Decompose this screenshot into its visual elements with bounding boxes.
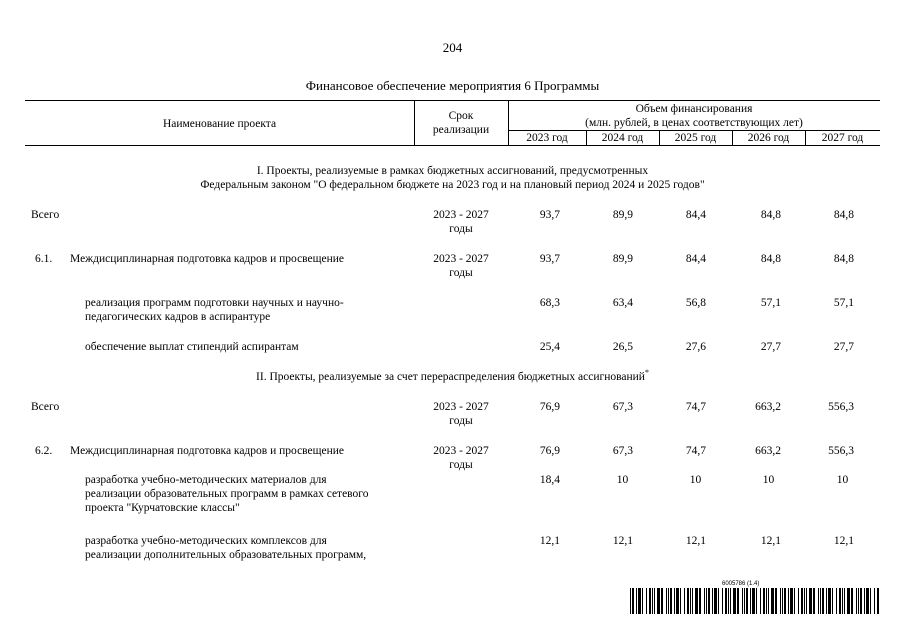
section-title-line: II. Проекты, реализуемые за счет перераспределения бюджетных ассигнований [256, 371, 645, 383]
row-name [85, 534, 366, 562]
barcode-bar [752, 588, 755, 614]
barcode-bar [828, 588, 831, 614]
barcode-bar [782, 588, 783, 614]
row-name-line: реализации дополнительных образовательных программ, [85, 549, 367, 561]
barcode-bar [794, 588, 795, 614]
barcode-bar [847, 588, 850, 614]
row-period-line: годы [449, 267, 473, 279]
barcode-bar [760, 588, 761, 614]
barcode-bar [870, 588, 871, 614]
barcode-bar [826, 588, 827, 614]
barcode-bar [676, 588, 679, 614]
barcode-bar [836, 588, 837, 614]
header-period-line: реализации [432, 124, 490, 136]
barcode-bar [649, 588, 651, 614]
row-name: Всего [31, 401, 60, 413]
row-period [414, 400, 508, 428]
value-2027: 556,3 [828, 401, 854, 413]
barcode-bar [630, 588, 631, 614]
value-2023: 76,9 [539, 401, 560, 413]
header-year: 2025 год [674, 132, 717, 144]
barcode-bar [851, 588, 853, 614]
barcode-bar [746, 588, 748, 614]
barcode-bar [730, 588, 731, 614]
barcode-number: 6005786 (1.4) [722, 581, 760, 587]
value-2023: 12,1 [539, 535, 560, 547]
row-number: 6.2. [35, 445, 53, 457]
barcode-bar [722, 588, 723, 614]
barcode [630, 588, 880, 614]
barcode-bar [690, 588, 691, 614]
barcode-bar [877, 588, 879, 614]
barcode-bar [674, 588, 675, 614]
barcode-bar [704, 588, 705, 614]
value-2027: 27,7 [833, 341, 854, 353]
value-2024: 10 [616, 474, 629, 486]
header-year: 2027 год [821, 132, 864, 144]
barcode-bar [771, 588, 774, 614]
barcode-bar [763, 588, 765, 614]
barcode-bar [801, 588, 803, 614]
value-2025: 10 [689, 474, 702, 486]
header-period-col [414, 109, 508, 137]
barcode-bar [680, 588, 681, 614]
barcode-bar [860, 588, 862, 614]
barcode-bar [874, 588, 875, 614]
value-2023: 76,9 [539, 445, 560, 457]
value-2027: 84,8 [833, 209, 854, 221]
row-name: обеспечение выплат стипендий аспирантам [85, 341, 299, 353]
value-2026: 84,8 [760, 209, 781, 221]
barcode-bar [756, 588, 757, 614]
row-period-line: 2023 - 2027 [433, 401, 489, 413]
barcode-bar [733, 588, 736, 614]
barcode-bar [742, 588, 743, 614]
value-2023: 68,3 [539, 297, 560, 309]
barcode-bar [806, 588, 807, 614]
barcode-bar [706, 588, 707, 614]
barcode-bar [712, 588, 713, 614]
barcode-bar [725, 588, 727, 614]
value-2026: 27,7 [760, 341, 781, 353]
barcode-bar [699, 588, 701, 614]
barcode-bar [750, 588, 751, 614]
row-period [414, 444, 508, 472]
row-name-line: проекта "Курчатовские классы" [85, 502, 240, 514]
value-2025: 27,6 [685, 341, 706, 353]
barcode-bar [788, 588, 789, 614]
barcode-bar [646, 588, 647, 614]
value-2023: 93,7 [539, 209, 560, 221]
row-name [85, 473, 368, 515]
barcode-bar [638, 588, 641, 614]
barcode-bar [790, 588, 793, 614]
barcode-bar [856, 588, 857, 614]
barcode-bar [632, 588, 634, 614]
barcode-bar [775, 588, 777, 614]
barcode-bar [866, 588, 869, 614]
value-2025: 12,1 [685, 535, 706, 547]
value-2027: 556,3 [828, 445, 854, 457]
barcode-bar [718, 588, 719, 614]
barcode-bar [864, 588, 865, 614]
barcode-bar [708, 588, 710, 614]
value-2024: 12,1 [612, 535, 633, 547]
barcode-bar [832, 588, 833, 614]
row-period [414, 208, 508, 236]
barcode-bar [684, 588, 685, 614]
header-volume-line: (млн. рублей, в ценах соответствующих лет) [585, 117, 803, 129]
barcode-bar [657, 588, 660, 614]
barcode-bar [818, 588, 819, 614]
row-period-line: годы [449, 415, 473, 427]
row-period-line: годы [449, 459, 473, 471]
header-year: 2024 год [601, 132, 644, 144]
value-2023: 25,4 [539, 341, 560, 353]
barcode-bar [820, 588, 821, 614]
value-2026: 663,2 [755, 445, 781, 457]
barcode-bar [839, 588, 841, 614]
row-period [414, 252, 508, 280]
barcode-bar [744, 588, 745, 614]
header-bottom-rule [25, 145, 880, 146]
value-2025: 84,4 [685, 209, 706, 221]
table-title: Финансовое обеспечение мероприятия 6 Программы [305, 78, 600, 93]
barcode-bar [813, 588, 815, 614]
value-2026: 84,8 [760, 253, 781, 265]
header-top-rule [25, 100, 880, 101]
header-year: 2026 год [747, 132, 790, 144]
barcode-bar [636, 588, 637, 614]
value-2025: 74,7 [685, 445, 706, 457]
value-2027: 12,1 [833, 535, 854, 547]
value-2024: 63,4 [612, 297, 633, 309]
value-2023: 93,7 [539, 253, 560, 265]
row-name-line: разработка учебно-методических материалов для [85, 474, 327, 486]
value-2027: 57,1 [833, 297, 854, 309]
row-name: Междисциплинарная подготовка кадров и просвещение [70, 445, 345, 457]
barcode-bar [804, 588, 805, 614]
row-number: 6.1. [35, 253, 53, 265]
row-period-line: 2023 - 2027 [433, 253, 489, 265]
row-period-line: 2023 - 2027 [433, 445, 489, 457]
row-name [85, 296, 344, 324]
value-2025: 74,7 [685, 401, 706, 413]
value-2024: 67,3 [612, 401, 633, 413]
barcode-bar [858, 588, 859, 614]
barcode-bar [798, 588, 799, 614]
header-year: 2023 год [526, 132, 568, 144]
value-2026: 57,1 [760, 297, 781, 309]
footnote-mark: * [644, 368, 649, 378]
value-2027: 84,8 [833, 253, 854, 265]
barcode-bar [768, 588, 769, 614]
header-volume [508, 102, 880, 130]
row-name-line: реализация программ подготовки научных и научно- [85, 297, 344, 309]
value-2026: 12,1 [760, 535, 781, 547]
row-name: Междисциплинарная подготовка кадров и просвещение [70, 253, 345, 265]
row-name-line: разработка учебно-методических комплексов для [85, 535, 327, 547]
barcode-bar [642, 588, 643, 614]
value-2026: 10 [762, 474, 775, 486]
header-volume-line: Объем финансирования [635, 103, 753, 115]
value-2024: 89,9 [612, 253, 633, 265]
barcode-bar [844, 588, 845, 614]
value-2024: 26,5 [612, 341, 633, 353]
barcode-bar [780, 588, 781, 614]
barcode-bar [728, 588, 729, 614]
barcode-bar [695, 588, 698, 614]
barcode-bar [661, 588, 663, 614]
value-2026: 663,2 [755, 401, 781, 413]
section-title [0, 164, 905, 192]
value-2024: 89,9 [612, 209, 633, 221]
barcode-bar [784, 588, 786, 614]
barcode-bar [714, 588, 717, 614]
value-2025: 84,4 [685, 253, 706, 265]
section-title-line: I. Проекты, реализуемые в рамках бюджетных ассигнований, предусмотренных [256, 165, 649, 177]
value-2024: 67,3 [612, 445, 633, 457]
row-name-line: реализации образовательных программ в рамках сетевого [85, 488, 369, 500]
page-number: 204 [442, 40, 463, 55]
barcode-bar [668, 588, 669, 614]
barcode-bar [809, 588, 812, 614]
row-name: Всего [31, 209, 60, 221]
header-name-col: Наименование проекта [162, 118, 277, 130]
barcode-bar [652, 588, 653, 614]
row-period-line: 2023 - 2027 [433, 209, 489, 221]
barcode-bar [822, 588, 824, 614]
row-period-line: годы [449, 223, 473, 235]
value-2023: 18,4 [539, 474, 560, 486]
barcode-bar [670, 588, 672, 614]
barcode-bar [687, 588, 689, 614]
barcode-bar [654, 588, 655, 614]
section-title [0, 370, 905, 384]
row-name-line: педагогических кадров в аспирантуре [85, 311, 271, 323]
barcode-bar [666, 588, 667, 614]
header-period-line: Срок [448, 110, 474, 122]
barcode-bar [692, 588, 693, 614]
value-2025: 56,8 [685, 297, 706, 309]
section-title-line: Федеральным законом "О федеральном бюджете на 2023 год и на плановый период 2024 и 2025 годов" [200, 179, 705, 191]
value-2027: 10 [836, 474, 849, 486]
barcode-bar [737, 588, 739, 614]
barcode-bar [766, 588, 767, 614]
barcode-bar [842, 588, 843, 614]
